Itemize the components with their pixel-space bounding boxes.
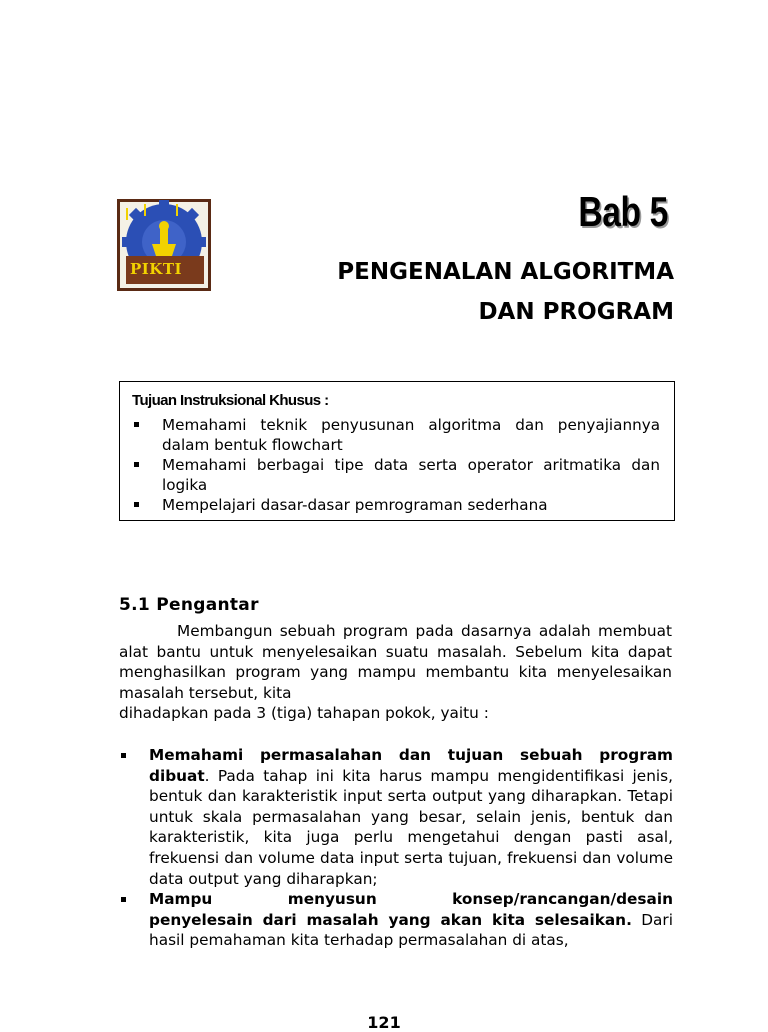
step-lead-line-2: penyelesain dari masalah yang akan kita selesaikan. <box>149 910 632 929</box>
objectives-list <box>132 415 660 515</box>
intro-paragraph <box>119 621 672 724</box>
intro-text-end: dihadapkan pada 3 (tiga) tahapan pokok, yaitu : <box>119 704 489 722</box>
step-item <box>119 745 673 889</box>
logo-label: PIKTI <box>130 260 183 278</box>
objective-item: Memahami teknik penyusunan algoritma dan penyajiannya dalam bentuk flowchart <box>132 415 660 455</box>
chapter-title-line-2: DAN PROGRAM <box>478 299 674 325</box>
chapter-label: Bab 5 <box>578 188 668 235</box>
its-logo <box>116 198 212 292</box>
intro-text: Membangun sebuah program pada dasarnya adalah membuat alat bantu untuk menyelesaikan suatu masalah. Sebelum kita dapat menghasilkan program yang mampu membantu kita menyelesaikan masalah tersebut, kita <box>119 622 672 702</box>
objective-item: Memahami berbagai tipe data serta operator aritmatika dan logika <box>132 455 660 495</box>
section-heading: 5.1 Pengantar <box>119 595 259 615</box>
chapter-title <box>337 252 674 332</box>
page-number: 121 <box>367 1013 401 1032</box>
step-item <box>119 889 673 951</box>
chapter-title-line-1: PENGENALAN ALGORITMA <box>337 259 674 285</box>
step-lead-line-1: Mampu menyusun konsep/rancangan/desain <box>149 890 673 909</box>
step-body: . Pada tahap ini kita harus mampu mengidentifikasi jenis, bentuk dan karakteristik input serta output yang diharapkan. Tetapi untuk skala permasalahan yang besar, selain jenis, bentuk dan karakteristik, kita juga perlu mengetahui dengan pasti asal, frekuensi dan volume data input serta tujuan, frekuensi dan volume data output yang diharapkan; <box>149 766 673 888</box>
step-body: Dari hasil pemahaman kita terhadap permasalahan di atas, <box>149 910 673 950</box>
steps-list <box>119 745 673 951</box>
objectives-heading: Tujuan Instruksional Khusus : <box>132 392 329 409</box>
step-lead: Memahami permasalahan dan tujuan sebuah program dibuat <box>149 746 673 785</box>
objectives-box <box>119 381 675 521</box>
objective-item: Mempelajari dasar-dasar pemrograman sederhana <box>132 495 660 515</box>
